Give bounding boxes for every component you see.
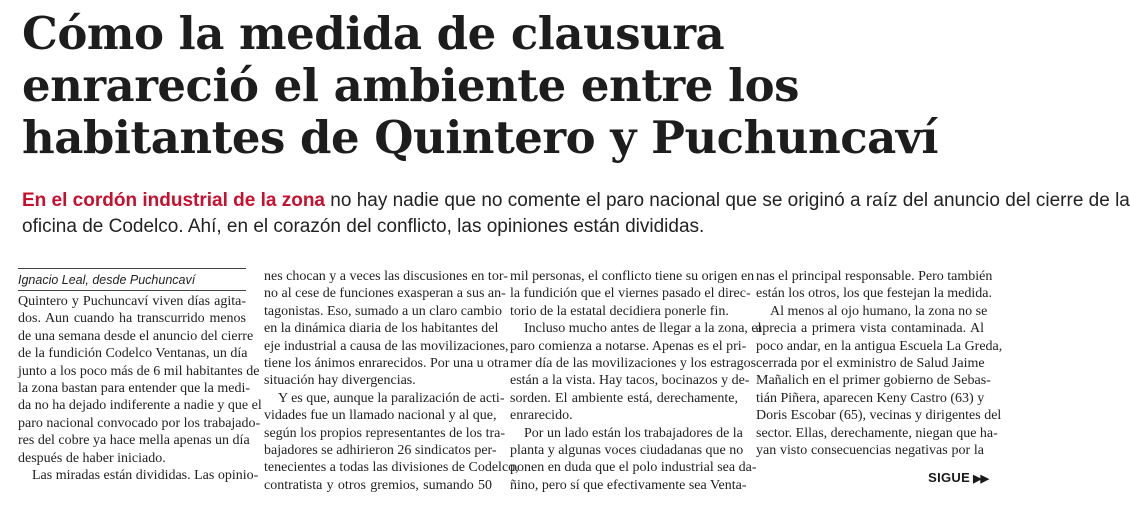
- column-line: sector. Ellas, derechamente, niegan que ha-: [756, 425, 998, 441]
- column-line: paro nacional convocado por los trabajado-: [18, 415, 261, 431]
- column-line: yan visto consecuencias negativas por la: [756, 443, 984, 459]
- column-line: Y es que, aunque la paralización de acti-: [278, 390, 505, 406]
- column-line: Por un lado están los trabajadores de la: [524, 425, 743, 441]
- column-line: ñino, pero sí que efectivamente sea Venta-: [510, 477, 747, 493]
- headline-line: habitantes de Quintero y Puchuncaví: [22, 111, 939, 164]
- column-line: enrarecido.: [510, 408, 573, 424]
- column-line: res del cobre ya hace mella apenas un día: [18, 433, 250, 449]
- column-line: mer día de las movilizaciones y los estragos: [510, 356, 757, 372]
- column-line: junto a los poco más de 6 mil habitantes de: [18, 363, 260, 379]
- headline-line: enrareció el ambiente entre los: [22, 59, 799, 112]
- column-line: tián Piñera, aparecen Keny Castro (63) y: [756, 390, 985, 406]
- column-line: según los propios representantes de los tra-: [264, 425, 506, 441]
- article-column-3: [510, 268, 762, 494]
- article-lead: [22, 188, 1130, 240]
- column-line: no al cese de funciones exasperan a sus an-: [264, 286, 506, 302]
- column-line: contratista y otros gremios, sumando 50: [264, 477, 492, 493]
- column-line: planta y algunas voces ciudadanas que no: [510, 443, 744, 459]
- column-line: de una semana desde el anuncio del cierre: [18, 328, 254, 344]
- lead-line: oficina de Codelco. Ahí, en el corazón del conflicto, las opiniones están divididas.: [22, 216, 705, 237]
- column-line: mil personas, el conflicto tiene su origen en: [510, 269, 755, 284]
- column-line: aprecia a primera vista contaminada. Al: [756, 321, 984, 337]
- byline: Ignacio Leal, desde Puchuncaví: [18, 268, 246, 291]
- column-line: nes chocan y a veces las discusiones en tor-: [264, 269, 508, 284]
- column-line: vidades fue un llamado nacional y al que,: [264, 408, 497, 424]
- column-line: Las miradas están divididas. Las opinio-: [32, 468, 259, 484]
- lead-highlight: En el cordón industrial de la zona: [22, 190, 325, 211]
- column-line: de la fundición Codelco Ventanas, un día: [18, 346, 248, 362]
- column-line: da no ha dejado indiferente a nadie y que el: [18, 398, 262, 414]
- article-column-1: [18, 268, 262, 484]
- article-column-2: [264, 268, 519, 494]
- column-line: Quintero y Puchuncaví viven días agita-: [18, 294, 246, 309]
- article-headline: [22, 8, 982, 164]
- column-line: tenecientes a todas las divisiones de Codelco,: [264, 460, 519, 476]
- column-line: tagonistas. Eso, sumado a un claro cambio: [264, 303, 502, 319]
- column-line: están los otros, los que festejan la medida.: [756, 286, 992, 302]
- headline-line: Cómo la medida de clausura: [22, 7, 725, 60]
- column-line: tiene los ánimos enrarecidos. Por una u otra: [264, 356, 509, 372]
- column-line: Doris Escobar (65), vecinas y dirigentes del: [756, 408, 1002, 424]
- column-line: después de haber iniciado.: [18, 450, 166, 466]
- column-line: Incluso mucho antes de llegar a la zona, el: [524, 321, 762, 337]
- column-line: la zona bastan para entender que la medi-: [18, 381, 251, 397]
- column-line: sorden. El ambiente está, derechamente,: [510, 390, 738, 406]
- column-line: cerrada por el exministro de Salud Jaime: [756, 356, 985, 372]
- column-line: la fundición que el viernes pasado el direc-: [510, 286, 751, 302]
- column-line: en la dinámica diaria de los habitantes del: [264, 321, 499, 337]
- article-column-4: [756, 268, 1003, 459]
- column-line: situación hay divergencias.: [264, 373, 416, 389]
- continue-label: SIGUE: [928, 470, 971, 485]
- column-line: dos. Aun cuando ha transcurrido menos: [18, 311, 246, 327]
- double-arrow-right-icon: ▶▶: [973, 473, 988, 485]
- column-line: paro comienza a notarse. Apenas es el pri-: [510, 338, 747, 354]
- column-line: eje industrial a causa de las movilizaciones,: [264, 338, 509, 354]
- column-line: están a la vista. Hay tacos, bocinazos y de-: [510, 373, 750, 389]
- lead-text: no hay nadie que no comente el paro nacional que se originó a raíz del anuncio del cierre de la: [325, 190, 1130, 211]
- column-line: nas el principal responsable. Pero también: [756, 269, 993, 284]
- lead-line: [22, 188, 1130, 214]
- column-line: Al menos al ojo humano, la zona no se: [770, 303, 988, 319]
- continue-marker: [928, 470, 988, 485]
- column-line: poco andar, en la antigua Escuela La Greda,: [756, 338, 1003, 354]
- column-line: bajadores se adhirieron 26 sindicatos per-: [264, 443, 497, 459]
- column-line: ponen en duda que el polo industrial sea da-: [510, 460, 757, 476]
- column-line: torio de la estatal decidiera ponerle fin.: [510, 303, 729, 319]
- column-line: Mañalich en el primer gobierno de Sebas-: [756, 373, 991, 389]
